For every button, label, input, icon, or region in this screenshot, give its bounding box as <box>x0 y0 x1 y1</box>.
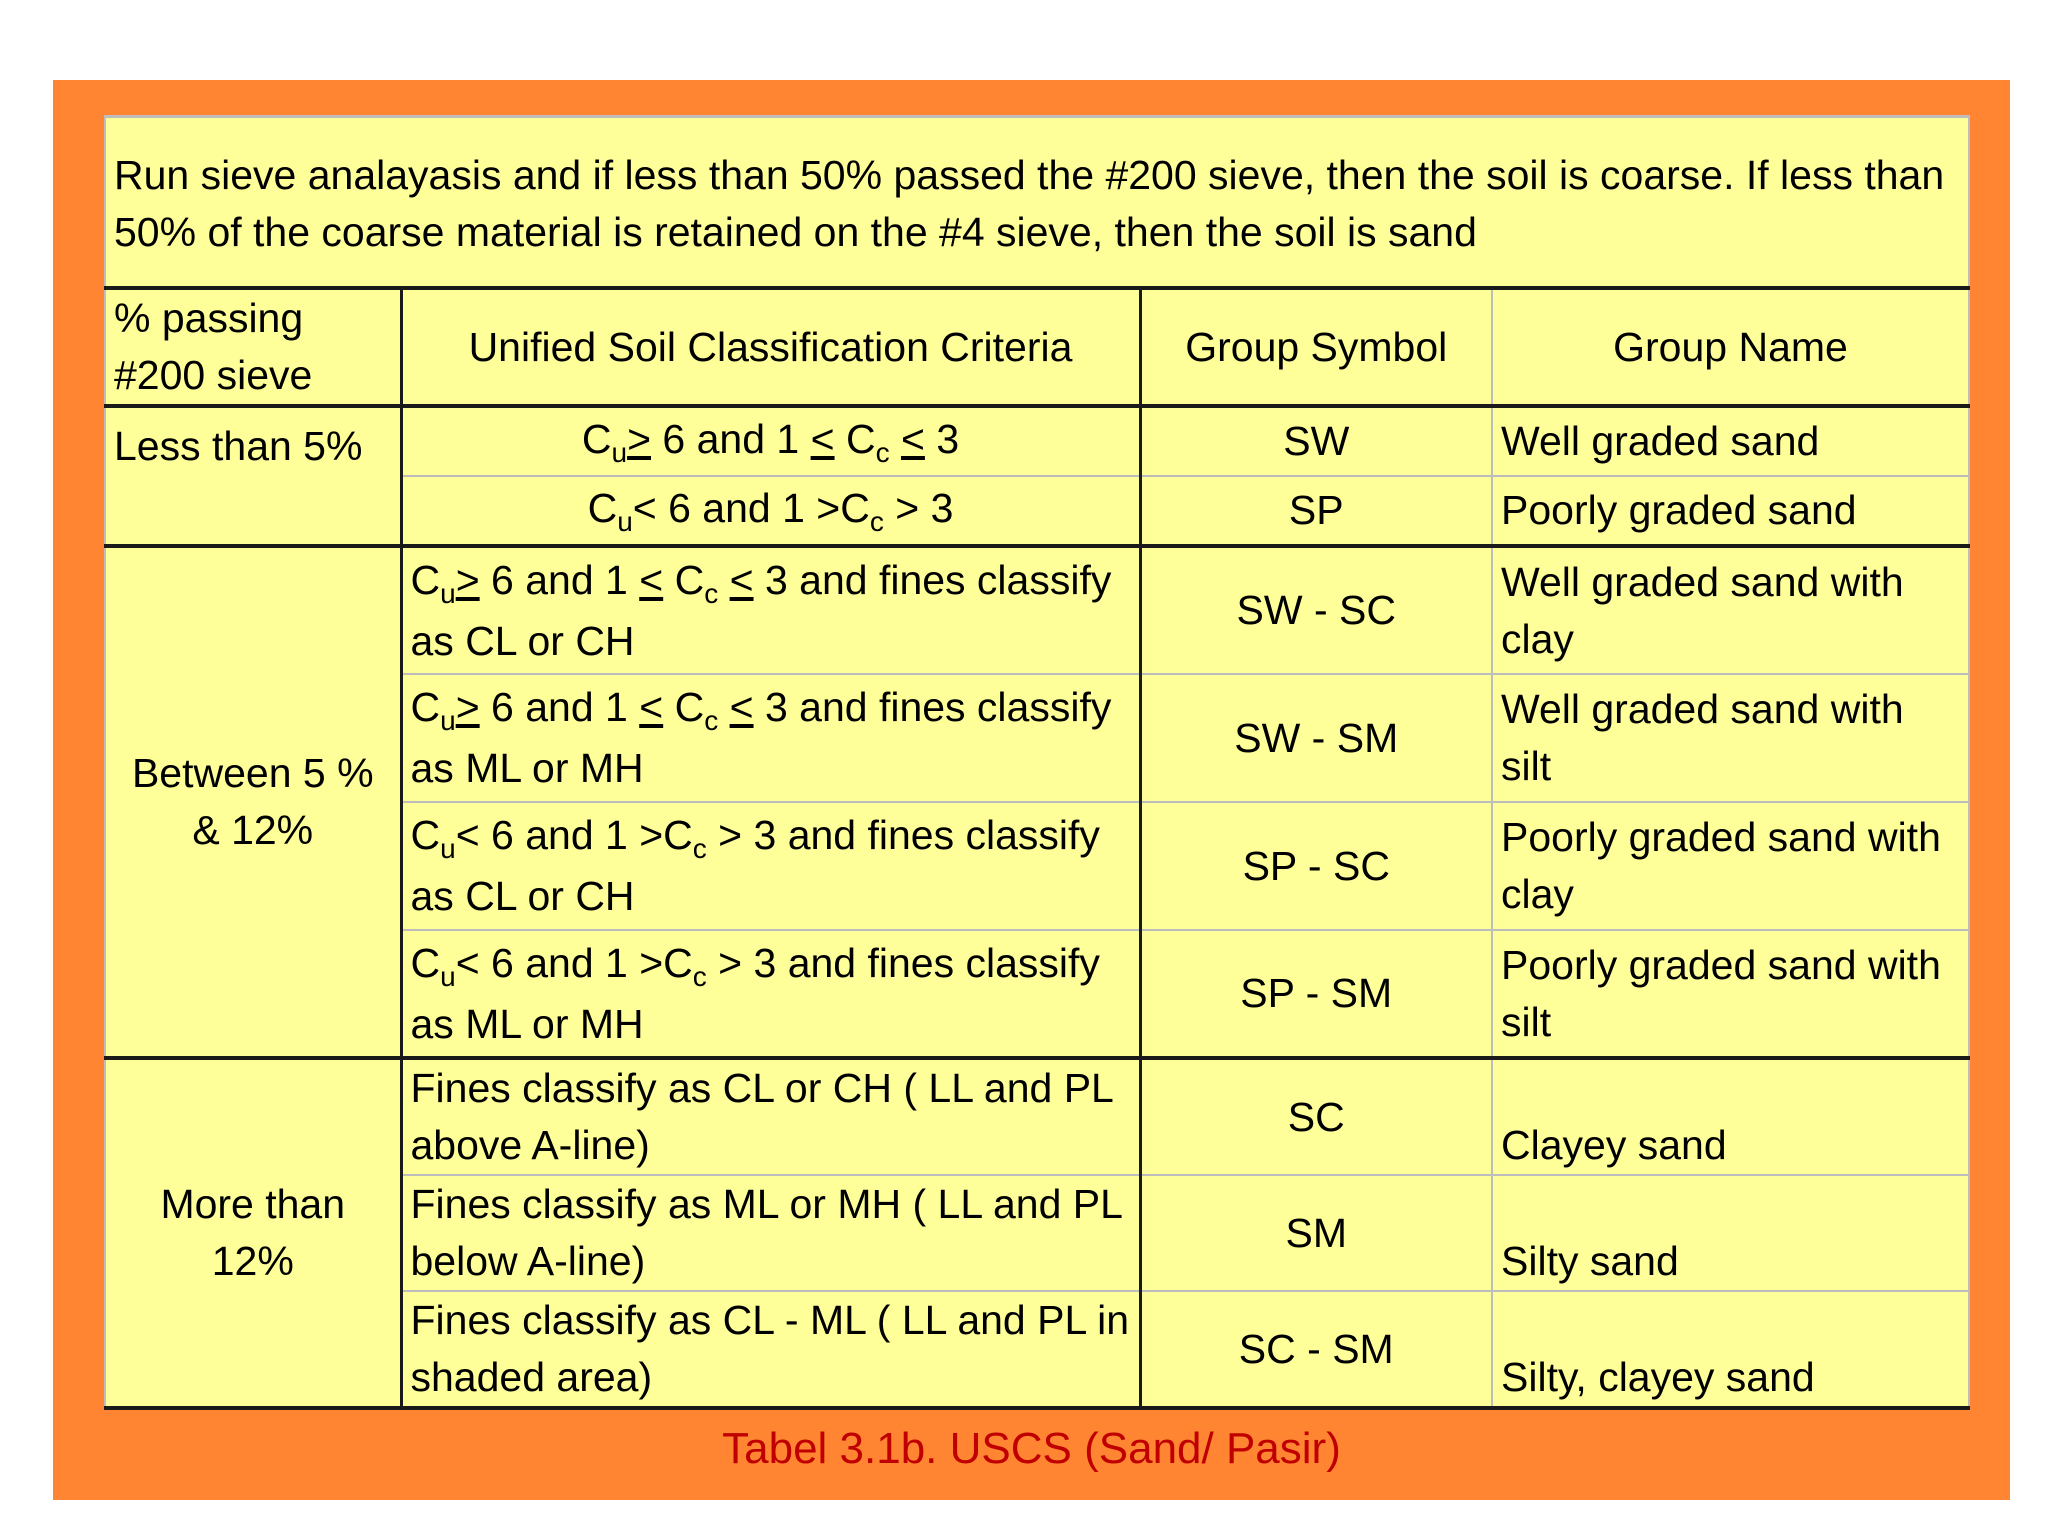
criteria-cell: Fines classify as CL or CH ( LL and PL above A-line) <box>401 1058 1140 1175</box>
name-cell: Well graded sand <box>1492 406 1969 476</box>
symbol-cell: SW - SC <box>1140 546 1492 674</box>
name-cell: Poorly graded sand <box>1492 476 1969 546</box>
criteria-cell: Fines classify as CL - ML ( LL and PL in shaded area) <box>401 1291 1140 1408</box>
criteria-cell: $C_u< 6$ and $1 >C_c > 3$ <box>401 476 1140 546</box>
symbol-cell: SP - SC <box>1140 802 1492 930</box>
name-cell: Well graded sand with clay <box>1492 546 1969 674</box>
header-passing: % passing #200 sieve <box>105 288 401 406</box>
criteria-cell: $C_u> 6$ and $1 < C_c < 3$ <box>401 406 1140 476</box>
name-cell: Poorly graded sand with silt <box>1492 930 1969 1058</box>
name-cell: Clayey sand <box>1492 1058 1969 1175</box>
symbol-cell: SW <box>1140 406 1492 476</box>
symbol-cell: SP - SM <box>1140 930 1492 1058</box>
group-more-than-12: More than 12% <box>105 1058 401 1408</box>
symbol-cell: SC - SM <box>1140 1291 1492 1408</box>
criteria-cell: Fines classify as ML or MH ( LL and PL below A-line) <box>401 1175 1140 1291</box>
group-less-than-5: Less than 5% <box>105 406 401 546</box>
name-cell: Poorly graded sand with clay <box>1492 802 1969 930</box>
criteria-cell: $C_u< 6$ and $1 >C_c > 3$ and fines classify as CL or CH <box>401 802 1140 930</box>
uscs-sand-table <box>104 115 1970 1410</box>
criteria-cell: $C_u< 6$ and $1 >C_c > 3$ and fines classify as ML or MH <box>401 930 1140 1058</box>
name-cell: Silty, clayey sand <box>1492 1291 1969 1408</box>
header-criteria: Unified Soil Classification Criteria <box>401 288 1140 406</box>
criteria-cell: $C_u> 6$ and $1 < C_c < 3$ and fines classify as CL or CH <box>401 546 1140 674</box>
group-between: Between 5 % & 12% <box>105 546 401 1058</box>
table-caption: Tabel 3.1b. USCS (Sand/ Pasir) <box>722 1424 1341 1473</box>
symbol-cell: SC <box>1140 1058 1492 1175</box>
symbol-cell: SP <box>1140 476 1492 546</box>
header-symbol: Group Symbol <box>1140 288 1492 406</box>
header-name: Group Name <box>1492 288 1969 406</box>
name-cell: Well graded sand with silt <box>1492 674 1969 802</box>
criteria-cell: $C_u> 6$ and $1 < C_c < 3$ and fines classify as ML or MH <box>401 674 1140 802</box>
intro-text: Run sieve analayasis and if less than 50% passed the #200 sieve, then the soil is coarse. If less than 50% of the coarse material is retained on the #4 sieve, then the soil is sand <box>105 117 1969 289</box>
name-cell: Silty sand <box>1492 1175 1969 1291</box>
symbol-cell: SM <box>1140 1175 1492 1291</box>
symbol-cell: SW - SM <box>1140 674 1492 802</box>
